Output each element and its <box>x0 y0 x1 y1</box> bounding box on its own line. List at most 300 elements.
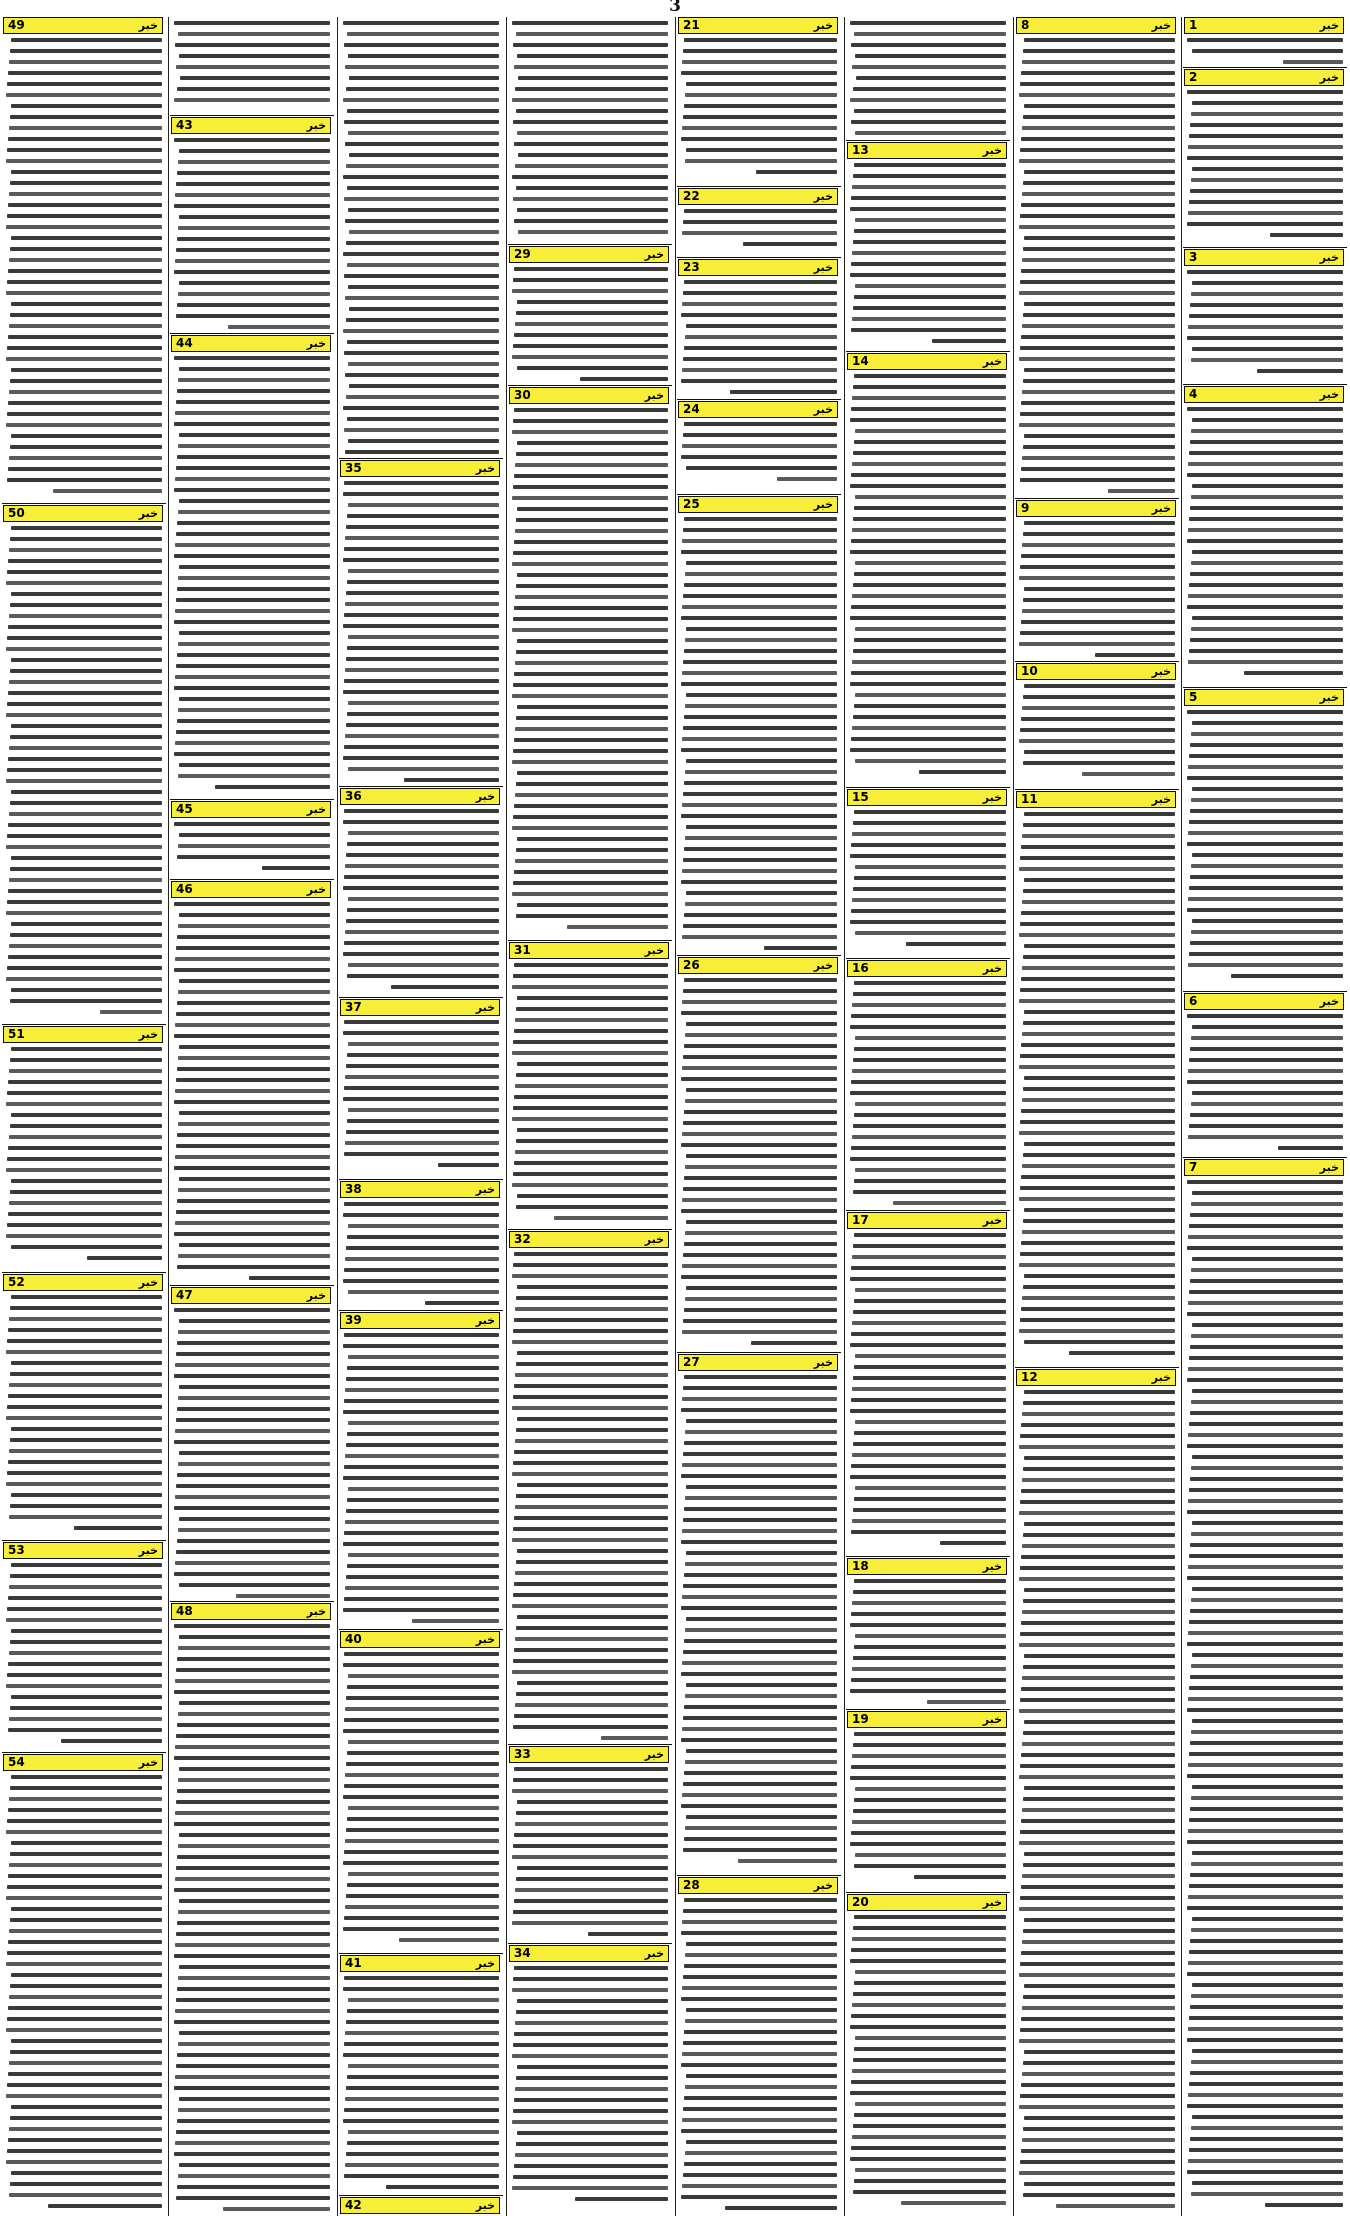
body-text-line <box>1244 671 1343 675</box>
body-text-line <box>855 2036 1006 2040</box>
story-divider <box>846 1210 1010 1211</box>
body-text-line <box>346 591 499 595</box>
body-text-line <box>684 1705 837 1709</box>
body-text-line <box>517 208 668 212</box>
body-text-line <box>343 2119 499 2123</box>
body-text-line <box>1188 1697 1343 1701</box>
body-text-line <box>177 1723 330 1727</box>
body-text-line <box>11 170 162 174</box>
body-text-line <box>176 664 330 668</box>
body-text-line <box>517 639 668 643</box>
body-text-line <box>1187 473 1343 477</box>
story-tag: خبر <box>306 803 326 816</box>
body-text-line <box>1191 292 1343 296</box>
body-text-line <box>1190 2071 1343 2075</box>
body-text-line <box>516 2076 668 2080</box>
body-text-line <box>8 1146 162 1150</box>
body-text-line <box>516 1073 668 1077</box>
body-text-line <box>1188 2093 1343 2097</box>
body-text-line <box>852 898 1006 902</box>
body-text-line <box>1024 1208 1175 1212</box>
body-text-line <box>345 2163 499 2167</box>
body-text-line <box>686 1551 837 1555</box>
story-divider <box>170 333 334 334</box>
body-text-line <box>346 318 499 322</box>
body-text-line <box>517 1866 668 1870</box>
body-text-line <box>347 1119 499 1123</box>
story-divider <box>677 186 841 187</box>
story-number: 35 <box>345 461 362 475</box>
body-text-line <box>1021 2149 1175 2153</box>
body-text-line <box>1024 1720 1175 1724</box>
body-text-line <box>512 1472 668 1476</box>
body-text-line <box>346 1377 499 1381</box>
body-text-line <box>854 1431 1006 1435</box>
body-text-line <box>855 2168 1006 2172</box>
body-text-line <box>1020 1962 1175 1966</box>
body-text-line <box>853 583 1006 587</box>
body-text-line <box>684 2162 837 2166</box>
body-text-line <box>347 908 499 912</box>
story-divider <box>846 787 1010 788</box>
body-text-line <box>683 49 837 53</box>
body-text-line <box>6 1350 162 1354</box>
body-text-line <box>681 748 837 752</box>
body-text-line <box>9 2061 162 2065</box>
body-text-line <box>512 826 668 830</box>
body-text-line <box>176 532 330 536</box>
body-text-line <box>685 1628 837 1632</box>
body-text-line <box>682 737 837 741</box>
body-text-line <box>601 1736 668 1740</box>
body-text-line <box>1191 627 1343 631</box>
body-text-line <box>686 148 837 152</box>
body-text-line <box>514 1318 668 1322</box>
body-text-line <box>1023 1219 1175 1223</box>
body-text-line <box>1019 2105 1175 2109</box>
body-text-line <box>853 174 1006 178</box>
body-text-line <box>9 258 162 262</box>
body-text-line <box>854 704 1006 708</box>
body-text-line <box>176 1418 330 1422</box>
body-text-line <box>853 1926 1006 1930</box>
story-number: 48 <box>176 1604 193 1618</box>
story-number: 10 <box>1021 664 1038 678</box>
body-text-line <box>178 2108 330 2112</box>
body-text-line <box>854 1365 1006 1369</box>
body-text-line <box>855 1102 1006 1106</box>
body-text-line <box>854 1579 1006 1583</box>
body-text-line <box>1022 1478 1175 1482</box>
body-text-line <box>1188 1367 1343 1371</box>
body-text-line <box>685 1231 837 1235</box>
body-text-line <box>344 1399 499 1403</box>
story-divider <box>677 399 841 400</box>
story-tag: خبر <box>475 1314 495 1327</box>
body-text-line <box>179 1177 330 1181</box>
body-text-line <box>6 845 162 849</box>
story-divider <box>170 1285 334 1286</box>
body-text-line <box>1020 2094 1175 2098</box>
body-text-line <box>855 931 1006 935</box>
body-text-line <box>178 990 330 994</box>
story-tag: خبر <box>813 19 833 32</box>
body-text-line <box>1022 1412 1175 1416</box>
body-text-line <box>391 985 499 989</box>
body-text-line <box>176 2064 330 2068</box>
body-text-line <box>1021 554 1175 558</box>
body-text-line <box>7 2149 162 2153</box>
body-text-line <box>343 558 499 562</box>
body-text-line <box>855 1036 1006 1040</box>
body-text-line <box>514 1582 668 1586</box>
body-text-line <box>9 1929 162 1933</box>
body-text-line <box>853 2190 1006 2194</box>
body-text-line <box>1187 1312 1343 1316</box>
body-text-line <box>1019 739 1175 743</box>
body-text-line <box>517 54 668 58</box>
body-text-line <box>177 1657 330 1661</box>
body-text-line <box>684 1573 837 1577</box>
body-text-line <box>179 1965 330 1969</box>
body-text-line <box>347 974 499 978</box>
body-text-line <box>682 2184 837 2188</box>
body-text-line <box>1020 1120 1175 1124</box>
body-text-line <box>512 694 668 698</box>
body-text-line <box>11 1841 162 1845</box>
story-header <box>1016 663 1176 680</box>
story-header <box>847 142 1007 159</box>
body-text-line <box>683 1848 837 1852</box>
story-header <box>3 505 163 522</box>
body-text-line <box>7 148 162 152</box>
story-tag: خبر <box>644 1233 664 1246</box>
story-divider <box>846 1892 1010 1893</box>
body-text-line <box>681 1997 837 2001</box>
body-text-line <box>179 1701 330 1705</box>
story-number: 7 <box>1189 1160 1198 1174</box>
body-text-line <box>515 1150 668 1154</box>
body-text-line <box>344 1718 499 1722</box>
body-text-line <box>1187 1080 1343 1084</box>
body-text-line <box>179 1517 330 1521</box>
body-text-line <box>1187 90 1343 94</box>
body-text-line <box>684 978 837 982</box>
body-text-line <box>8 1080 162 1084</box>
body-text-line <box>343 1927 499 1931</box>
story-divider <box>1015 498 1179 499</box>
body-text-line <box>764 946 837 950</box>
body-text-line <box>725 2206 837 2210</box>
body-text-line <box>1024 1076 1175 1080</box>
body-text-line <box>516 716 668 720</box>
story-divider <box>1183 1157 1347 1158</box>
body-text-line <box>1023 532 1175 536</box>
story-tag: خبر <box>813 498 833 511</box>
body-text-line <box>681 550 837 554</box>
body-text-line <box>515 727 668 731</box>
body-text-line <box>343 1279 499 1283</box>
body-text-line <box>683 2107 837 2111</box>
body-text-line <box>851 196 1006 200</box>
body-text-line <box>346 919 499 923</box>
body-text-line <box>682 869 837 873</box>
body-text-line <box>1187 776 1343 780</box>
story-tag: خبر <box>644 389 664 402</box>
body-text-line <box>513 1395 668 1399</box>
body-text-line <box>349 384 499 388</box>
body-text-line <box>177 855 330 859</box>
body-text-line <box>1020 1318 1175 1322</box>
body-text-line <box>513 120 668 124</box>
body-text-line <box>683 792 837 796</box>
body-text-line <box>683 989 837 993</box>
body-text-line <box>1019 933 1175 937</box>
body-text-line <box>178 1976 330 1980</box>
body-text-line <box>514 408 668 412</box>
body-text-line <box>425 1301 499 1305</box>
body-text-line <box>1019 576 1175 580</box>
body-text-line <box>345 142 499 146</box>
body-text-line <box>8 71 162 75</box>
body-text-line <box>512 2186 668 2190</box>
body-text-line <box>343 98 499 102</box>
body-text-line <box>1190 638 1343 642</box>
body-text-line <box>684 1441 837 1445</box>
body-text-line <box>851 407 1006 411</box>
body-text-line <box>681 1275 837 1279</box>
body-text-line <box>517 996 668 1000</box>
body-text-line <box>9 1135 162 1139</box>
body-text-line <box>684 2096 837 2100</box>
body-text-line <box>514 1648 668 1652</box>
body-text-line <box>513 1593 668 1597</box>
body-text-line <box>9 1201 162 1205</box>
news-column-3 <box>846 17 1010 2216</box>
body-text-line <box>348 767 499 771</box>
body-text-line <box>346 1575 499 1579</box>
body-text-line <box>8 1328 162 1332</box>
body-text-line <box>346 525 499 529</box>
body-text-line <box>1190 1543 1343 1547</box>
body-text-line <box>1191 429 1343 433</box>
body-text-line <box>10 603 162 607</box>
body-text-line <box>517 1128 668 1132</box>
story-header <box>847 1894 1007 1911</box>
body-text-line <box>1188 528 1343 532</box>
body-text-line <box>6 1618 162 1622</box>
story-divider <box>1015 789 1179 790</box>
story-number: 40 <box>345 1632 362 1646</box>
body-text-line <box>179 281 330 285</box>
body-text-line <box>1191 1466 1343 1470</box>
body-text-line <box>517 1615 668 1619</box>
body-text-line <box>851 671 1006 675</box>
body-text-line <box>347 1817 499 1821</box>
news-column-7 <box>170 17 334 2216</box>
story-tag: خبر <box>1319 251 1339 264</box>
story-header <box>1184 993 1344 1010</box>
body-text-line <box>1020 478 1175 482</box>
body-text-line <box>1023 823 1175 827</box>
story-tag: خبر <box>1151 19 1171 32</box>
body-text-line <box>852 1453 1006 1457</box>
body-text-line <box>174 1100 330 1104</box>
body-text-line <box>344 481 499 485</box>
body-text-line <box>751 1341 837 1345</box>
body-text-line <box>347 417 499 421</box>
body-text-line <box>179 1045 330 1049</box>
body-text-line <box>850 1025 1006 1029</box>
body-text-line <box>684 913 837 917</box>
body-text-line <box>515 87 668 91</box>
body-text-line <box>514 540 668 544</box>
body-text-line <box>1022 966 1175 970</box>
story-number: 17 <box>852 1213 869 1227</box>
body-text-line <box>854 229 1006 233</box>
body-text-line <box>1188 594 1343 598</box>
news-column-8 <box>2 17 166 2216</box>
story-divider <box>1183 991 1347 992</box>
story-header <box>1184 249 1344 266</box>
body-text-line <box>1023 1665 1175 1669</box>
body-text-line <box>9 746 162 750</box>
body-text-line <box>1191 1334 1343 1338</box>
body-text-line <box>512 1670 668 1674</box>
body-text-line <box>512 760 668 764</box>
story-tag: خبر <box>813 959 833 972</box>
story-tag: خبر <box>982 1214 1002 1227</box>
body-text-line <box>1019 642 1175 646</box>
body-text-line <box>10 115 162 119</box>
body-text-line <box>1192 1191 1343 1195</box>
body-text-line <box>1188 1301 1343 1305</box>
body-text-line <box>1191 2192 1343 2196</box>
body-text-line <box>850 1842 1006 1846</box>
body-text-line <box>9 456 162 460</box>
body-text-line <box>1019 1643 1175 1647</box>
body-text-line <box>348 1806 499 1810</box>
body-text-line <box>176 598 330 602</box>
body-text-line <box>9 1717 162 1721</box>
body-text-line <box>681 2129 837 2133</box>
body-text-line <box>10 999 162 1003</box>
body-text-line <box>1024 750 1175 754</box>
body-text-line <box>684 346 837 350</box>
column-rule <box>1181 17 1182 2216</box>
body-text-line <box>512 289 668 293</box>
body-text-line <box>853 306 1006 310</box>
body-text-line <box>1189 1488 1343 1492</box>
body-text-line <box>518 76 668 80</box>
body-text-line <box>1188 1135 1343 1139</box>
body-text-line <box>346 2152 499 2156</box>
body-text-line <box>7 570 162 574</box>
body-text-line <box>348 1553 499 1557</box>
body-text-line <box>513 197 668 201</box>
body-text-line <box>681 1738 837 1742</box>
body-text-line <box>179 2031 330 2035</box>
body-text-line <box>683 2041 837 2045</box>
body-text-line <box>517 1800 668 1804</box>
body-text-line <box>685 1099 837 1103</box>
body-text-line <box>1020 1632 1175 1636</box>
story-tag: خبر <box>1319 995 1339 1008</box>
body-text-line <box>10 1786 162 1790</box>
story-number: 21 <box>683 18 700 32</box>
body-text-line <box>1191 1862 1343 1866</box>
body-text-line <box>517 1351 668 1355</box>
body-text-line <box>1020 1054 1175 1058</box>
body-text-line <box>681 137 837 141</box>
body-text-line <box>854 1798 1006 1802</box>
body-text-line <box>515 1571 668 1575</box>
body-text-line <box>8 401 162 405</box>
body-text-line <box>684 209 837 213</box>
story-tag: خبر <box>813 1356 833 1369</box>
body-text-line <box>851 2146 1006 2150</box>
body-text-line <box>932 339 1006 343</box>
body-text-line <box>1022 1032 1175 1036</box>
body-text-line <box>1187 270 1343 274</box>
body-text-line <box>177 1789 330 1793</box>
body-text-line <box>412 1619 499 1623</box>
body-text-line <box>9 614 162 618</box>
body-text-line <box>1020 280 1175 284</box>
body-text-line <box>1023 181 1175 185</box>
body-text-line <box>175 2141 330 2145</box>
body-text-line <box>682 1529 837 1533</box>
body-text-line <box>681 1408 837 1412</box>
body-text-line <box>8 955 162 959</box>
body-text-line <box>176 65 330 69</box>
body-text-line <box>516 650 668 654</box>
body-text-line <box>854 1047 1006 1051</box>
body-text-line <box>513 1329 668 1333</box>
body-text-line <box>176 1210 330 1214</box>
body-text-line <box>1021 1687 1175 1691</box>
body-text-line <box>177 2185 330 2189</box>
body-text-line <box>7 82 162 86</box>
body-text-line <box>1023 695 1175 699</box>
body-text-line <box>1022 1610 1175 1614</box>
body-text-line <box>517 131 668 135</box>
body-text-line <box>177 1001 330 1005</box>
body-text-line <box>346 1130 499 1134</box>
body-text-line <box>7 834 162 838</box>
body-text-line <box>7 702 162 706</box>
body-text-line <box>175 1745 330 1749</box>
body-text-line <box>10 735 162 739</box>
body-text-line <box>514 2164 668 2168</box>
story-tag: خبر <box>475 1183 495 1196</box>
body-text-line <box>6 911 162 915</box>
body-text-line <box>851 539 1006 543</box>
body-text-line <box>1019 999 1175 1003</box>
body-text-line <box>850 616 1006 620</box>
body-text-line <box>516 518 668 522</box>
body-text-line <box>853 517 1006 521</box>
body-text-line <box>348 701 499 705</box>
story-number: 32 <box>514 1232 531 1246</box>
body-text-line <box>685 1297 837 1301</box>
story-header <box>3 1274 163 1291</box>
body-text-line <box>686 627 837 631</box>
body-text-line <box>1187 2104 1343 2108</box>
body-text-line <box>346 395 499 399</box>
body-text-line <box>1024 236 1175 240</box>
body-text-line <box>850 550 1006 554</box>
